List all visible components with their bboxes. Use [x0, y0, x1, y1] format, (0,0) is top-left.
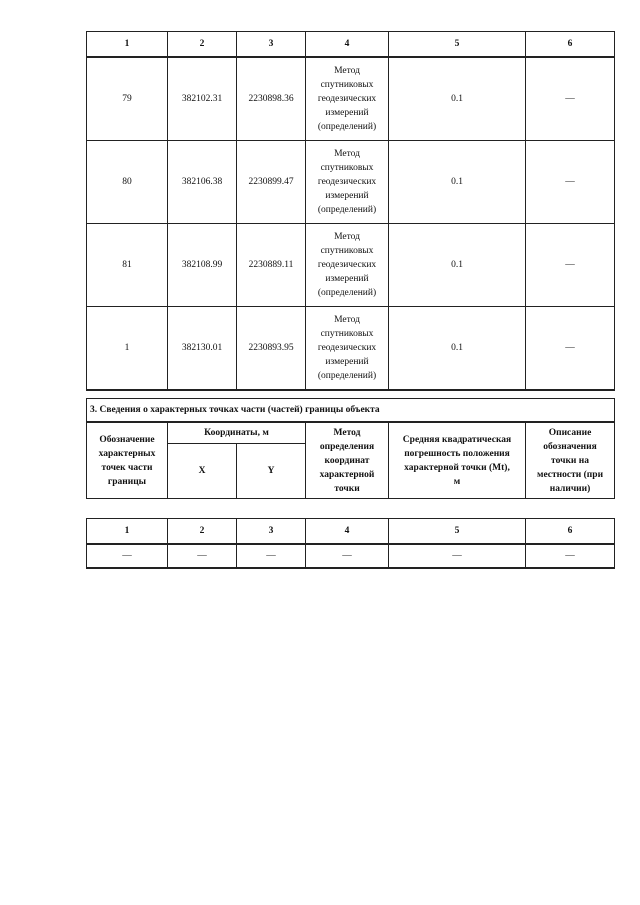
- section3-header-table: [86, 398, 615, 499]
- col-x-header: X: [168, 444, 237, 499]
- section3-data-table: [86, 518, 615, 569]
- empty-cell: —: [168, 544, 237, 568]
- column-number-row: [87, 32, 615, 58]
- method-cell: Метод спутниковых геодезических измерений (определений): [306, 307, 389, 391]
- section-title-row: [87, 399, 615, 423]
- point-number: 81: [87, 224, 168, 307]
- coord-x: 382130.01: [168, 307, 237, 391]
- col-number-1: 1: [87, 32, 168, 58]
- section-title: 3. Сведения о характерных точках части (частей) границы объекта: [87, 399, 615, 423]
- coord-x: 382106.38: [168, 141, 237, 224]
- mt-value: 0.1: [389, 141, 526, 224]
- col-number-6: 6: [526, 32, 615, 58]
- point-number: 1: [87, 307, 168, 391]
- point-number: 80: [87, 141, 168, 224]
- mt-value: 0.1: [389, 224, 526, 307]
- col-y-header: Y: [237, 444, 306, 499]
- table-row: [87, 544, 615, 568]
- col-coords-header: Координаты, м: [168, 422, 306, 444]
- point-number: 79: [87, 57, 168, 141]
- mt-value: 0.1: [389, 307, 526, 391]
- table-row: [87, 141, 615, 224]
- description: —: [526, 224, 615, 307]
- empty-cell: —: [237, 544, 306, 568]
- coord-x: 382108.99: [168, 224, 237, 307]
- header-row-1: [87, 422, 615, 444]
- col-number-1: 1: [87, 519, 168, 545]
- col-number-2: 2: [168, 519, 237, 545]
- column-number-row: [87, 519, 615, 545]
- method-cell: Метод спутниковых геодезических измерений (определений): [306, 57, 389, 141]
- col-number-2: 2: [168, 32, 237, 58]
- col-number-5: 5: [389, 519, 526, 545]
- empty-cell: —: [526, 544, 615, 568]
- mt-value: 0.1: [389, 57, 526, 141]
- col-number-3: 3: [237, 519, 306, 545]
- table-row: [87, 224, 615, 307]
- coordinates-table: [86, 31, 615, 391]
- description: —: [526, 141, 615, 224]
- coord-y: 2230898.36: [237, 57, 306, 141]
- coord-x: 382102.31: [168, 57, 237, 141]
- table-row: [87, 307, 615, 391]
- table-row: [87, 57, 615, 141]
- col-number-4: 4: [306, 519, 389, 545]
- col-number-4: 4: [306, 32, 389, 58]
- empty-cell: —: [306, 544, 389, 568]
- description: —: [526, 57, 615, 141]
- col-number-3: 3: [237, 32, 306, 58]
- empty-cell: —: [389, 544, 526, 568]
- col-method-header: Метод определения координат характерной точки: [306, 422, 389, 499]
- col-mt-header: Средняя квадратическая погрешность положения характерной точки (Mt), м: [389, 422, 526, 499]
- coord-y: 2230899.47: [237, 141, 306, 224]
- col-designation-header: Обозначение характерных точек части границы: [87, 422, 168, 499]
- coord-y: 2230889.11: [237, 224, 306, 307]
- col-number-6: 6: [526, 519, 615, 545]
- col-number-5: 5: [389, 32, 526, 58]
- method-cell: Метод спутниковых геодезических измерений (определений): [306, 224, 389, 307]
- col-desc-header: Описание обозначения точки на местности (при наличии): [526, 422, 615, 499]
- description: —: [526, 307, 615, 391]
- coord-y: 2230893.95: [237, 307, 306, 391]
- empty-cell: —: [87, 544, 168, 568]
- method-cell: Метод спутниковых геодезических измерений (определений): [306, 141, 389, 224]
